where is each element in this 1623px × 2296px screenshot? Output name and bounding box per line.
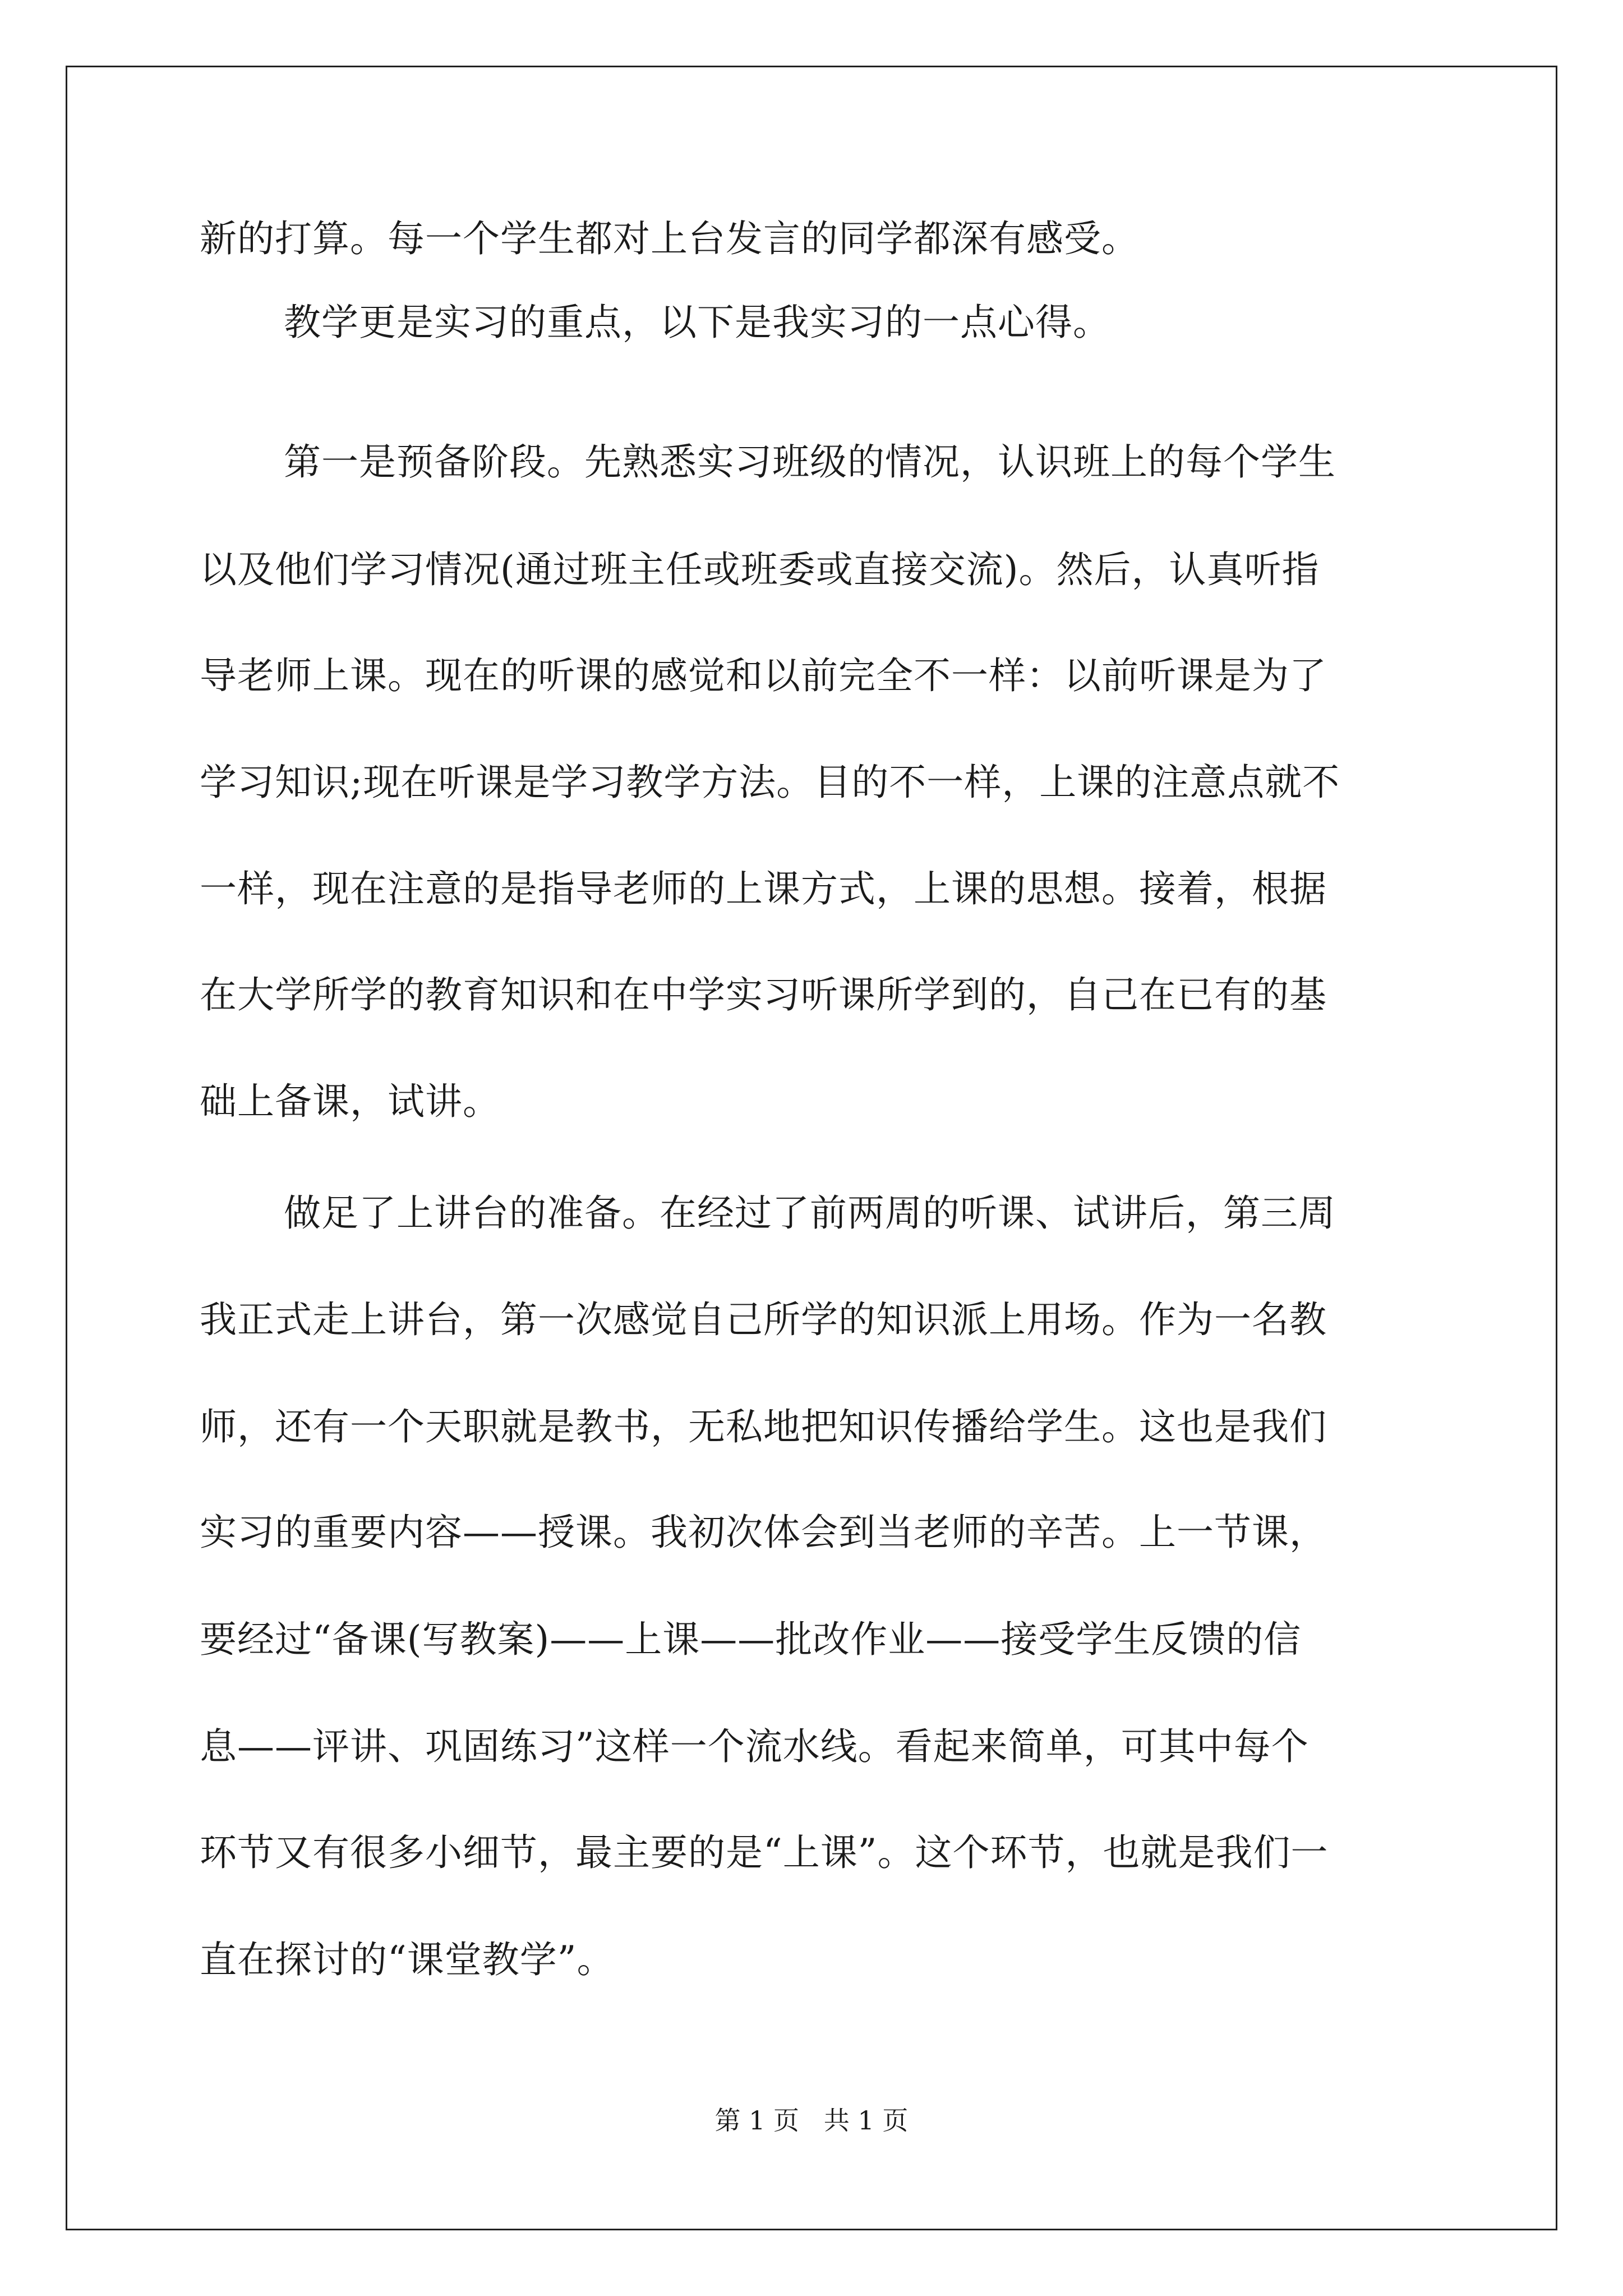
text-line: 环节又有很多小细节，最主要的是“上课”。这个环节，也就是我们一 — [200, 1831, 1329, 1874]
text-line: 一样，现在注意的是指导老师的上课方式，上课的思想。接着，根据 — [200, 867, 1327, 910]
text-line: 础上备课，试讲。 — [200, 1080, 500, 1123]
text-line: 新的打算。每一个学生都对上台发言的同学都深有感受。 — [200, 217, 1139, 260]
text-line: 学习知识;现在听课是学习教学方法。目的不一样，上课的注意点就不 — [200, 761, 1340, 804]
page-border — [66, 66, 1557, 2230]
text-line: 导老师上课。现在的听课的感觉和以前完全不一样：以前听课是为了 — [200, 654, 1327, 697]
page-number: 第 1 页 共 1 页 — [714, 2105, 909, 2136]
text-line: 我正式走上讲台，第一次感觉自己所学的知识派上用场。作为一名教 — [200, 1298, 1327, 1341]
text-line: 息——评讲、巩固练习”这样一个流水线。看起来简单，可其中每个 — [200, 1725, 1309, 1768]
paragraph-first-line: 第一是预备阶段。先熟悉实习班级的情况，认识班上的每个学生 — [284, 440, 1336, 484]
text-line: 师，还有一个天职就是教书，无私地把知识传播给学生。这也是我们 — [200, 1405, 1327, 1448]
text-line: 直在探讨的“课堂教学”。 — [200, 1938, 615, 1981]
paragraph-first-line: 教学更是实习的重点，以下是我实习的一点心得。 — [284, 301, 1110, 344]
text-line: 在大学所学的教育知识和在中学实习听课所学到的，自己在已有的基 — [200, 973, 1327, 1016]
text-line: 实习的重要内容——授课。我初次体会到当老师的辛苦。上一节课， — [200, 1511, 1327, 1554]
paragraph-first-line: 做足了上讲台的准备。在经过了前两周的听课、试讲后，第三周 — [284, 1191, 1336, 1235]
text-line: 以及他们学习情况(通过班主任或班委或直接交流)。然后，认真听指 — [200, 548, 1320, 591]
text-line: 要经过“备课(写教案)——上课——批改作业——接受学生反馈的信 — [200, 1618, 1302, 1661]
